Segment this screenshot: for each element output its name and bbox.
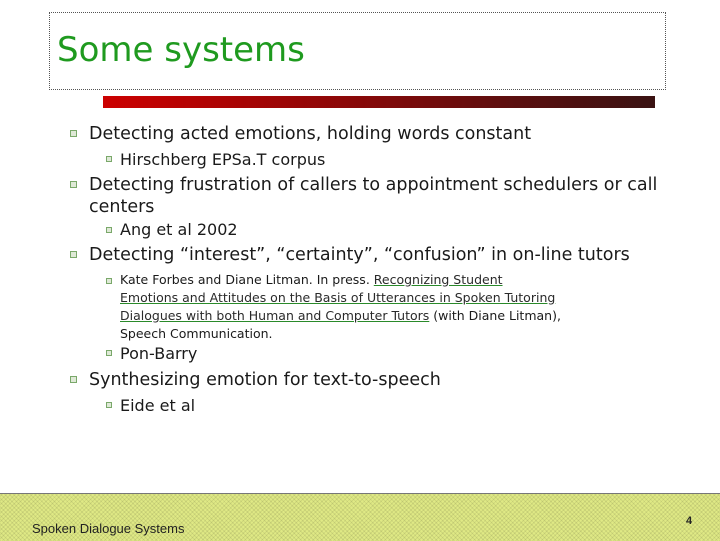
footer-label: Spoken Dialogue Systems xyxy=(32,521,185,536)
bullet-2-text-line1: Detecting frustration of callers to appointment schedulers or call xyxy=(89,175,658,195)
bullet-square-icon xyxy=(70,251,77,258)
bullet-2-sub-1: Ang et al 2002 xyxy=(120,220,238,239)
sub-bullet-square-icon xyxy=(106,278,112,284)
paper-link[interactable]: Recognizing Student xyxy=(373,272,503,287)
bullet-3-sub-1: Pon-Barry xyxy=(120,344,198,363)
bullet-1-sub-1: Hirschberg EPSa.T corpus xyxy=(120,150,326,169)
bullet-square-icon xyxy=(70,376,77,383)
reference-note: (with Diane Litman), xyxy=(429,308,561,323)
bullet-square-icon xyxy=(70,130,77,137)
bullet-square-icon xyxy=(70,181,77,188)
slide-footer xyxy=(0,493,720,541)
sub-bullet-square-icon xyxy=(106,156,112,162)
paper-link-line2[interactable]: Emotions and Attitudes on the Basis of Utterances in Spoken Tutoring xyxy=(120,290,556,305)
bullet-2-text-line2: centers xyxy=(89,197,155,217)
reference-journal: Speech Communication. xyxy=(120,326,273,341)
sub-bullet-square-icon xyxy=(106,402,112,408)
sub-bullet-square-icon xyxy=(106,227,112,233)
bullet-4-sub-1: Eide et al xyxy=(120,396,196,415)
reference-block xyxy=(120,271,680,343)
page-number: 4 xyxy=(686,515,693,527)
reference-authors: Kate Forbes and Diane Litman. In press. xyxy=(120,272,370,287)
slide-title: Some systems xyxy=(57,30,305,70)
paper-link-line3[interactable]: Dialogues with both Human and Computer Tutors xyxy=(120,308,430,323)
bullet-4-text: Synthesizing emotion for text-to-speech xyxy=(89,370,441,390)
bullet-3-text: Detecting “interest”, “certainty”, “confusion” in on-line tutors xyxy=(89,245,630,265)
sub-bullet-square-icon xyxy=(106,350,112,356)
bullet-1-text: Detecting acted emotions, holding words constant xyxy=(89,124,532,144)
title-underline-bar xyxy=(103,96,655,108)
